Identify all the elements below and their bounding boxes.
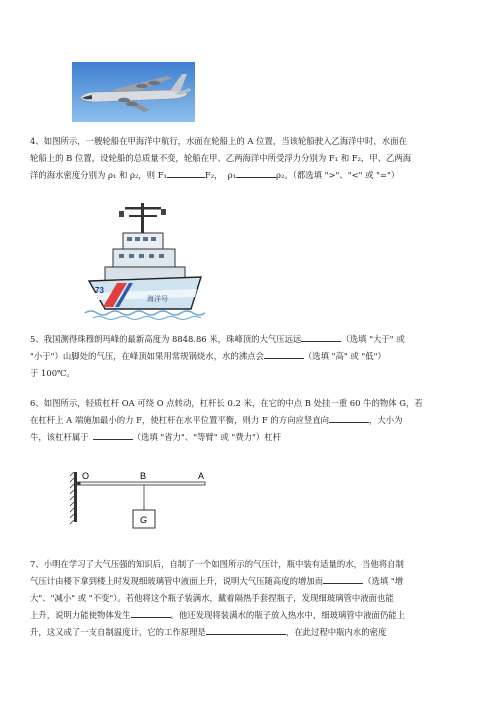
question-5-text: （选填 "高" 或 "低"） bbox=[303, 351, 386, 361]
question-5-text: （选填 "大于" 或 bbox=[341, 334, 405, 344]
question-4-text: F₂， bbox=[204, 170, 223, 180]
question-5-text: 5、我国测得珠穆朗玛峰的最新高度为 8848.86 米，珠峰顶的大气压远远 bbox=[30, 334, 302, 344]
question-4-line-3 bbox=[30, 167, 470, 184]
question-7-line-1: 7、小明在学习了大气压强的知识后，自制了一个如图所示的气压计，瓶中装有适量的水，当他将自制 bbox=[30, 559, 404, 569]
question-7-text: 上升，说明力能使物体发生 bbox=[30, 610, 131, 620]
question-5-line-3: 于 100℃。 bbox=[30, 368, 75, 378]
label-a: A bbox=[198, 471, 205, 481]
question-6-text: 牛，该杠杆属于 bbox=[30, 432, 89, 442]
question-6-text: （选填 "省力"、"等臂" 或 "费力"）杠杆 bbox=[132, 432, 281, 442]
question-6-line-2 bbox=[30, 412, 470, 429]
question-4 bbox=[30, 133, 470, 184]
hull-number: 73 bbox=[95, 286, 104, 295]
question-7-line-4 bbox=[30, 607, 470, 624]
lever-bar bbox=[77, 482, 205, 485]
question-7-text: 。他还发现将装满水的瓶子放入热水中，细玻璃管中液面仍能上 bbox=[170, 610, 405, 620]
question-6-line-3 bbox=[30, 429, 470, 446]
answer-blank[interactable] bbox=[236, 168, 276, 178]
question-7-line-2 bbox=[30, 573, 470, 590]
question-7 bbox=[30, 556, 470, 641]
answer-blank[interactable] bbox=[323, 574, 363, 584]
question-6 bbox=[30, 395, 470, 446]
answer-blank[interactable] bbox=[167, 168, 205, 178]
question-4-line-1: 4、如图所示，一艘轮船在甲海洋中航行，水面在轮船上的 A 位置，当该轮船驶入乙海洋中时，水面在 bbox=[30, 136, 407, 146]
label-b: B bbox=[140, 471, 147, 481]
question-4-text: ρ₁ bbox=[227, 170, 237, 180]
question-7-line-5 bbox=[30, 624, 470, 641]
ship-illustration bbox=[83, 197, 213, 321]
answer-blank[interactable] bbox=[264, 349, 304, 359]
question-7-line-3: 大"、"减小" 或 "不变"）。若他将这个瓶子装满水，戴着隔热手套捏瓶子，发现细玻璃管中液面也能 bbox=[30, 593, 394, 603]
hull-name: 海洋号 bbox=[147, 296, 168, 303]
question-5 bbox=[30, 331, 470, 382]
answer-blank[interactable] bbox=[301, 332, 341, 342]
answer-blank[interactable] bbox=[206, 625, 286, 635]
answer-blank[interactable] bbox=[329, 413, 369, 423]
answer-blank[interactable] bbox=[93, 430, 133, 440]
question-4-text: ρ₂。（都选填 ">"、"<" 或 "="） bbox=[276, 170, 400, 180]
question-4-line-2: 轮船上的 B 位置，设轮船的总质量不变，轮船在甲、乙两海洋中所受浮力分别为 F₁ 和 F₂，甲、乙两海 bbox=[30, 153, 412, 163]
question-6-line-1: 6、如图所示，轻质杠杆 OA 可绕 O 点转动，杠杆长 0.2 米，在它的中点 B 处挂一重 60 牛的物体 G，若 bbox=[30, 398, 423, 408]
question-5-text: "小于"）山脚处的气压，在峰顶如果用常规锅烧水，水的沸点会 bbox=[30, 351, 264, 361]
question-7-text: ，在此过程中瓶内水的密度 bbox=[285, 627, 387, 637]
lever-diagram bbox=[70, 466, 230, 542]
question-7-text: （选填 "增 bbox=[363, 576, 404, 586]
question-6-text: ，大小为 bbox=[368, 415, 403, 425]
question-7-text: 升，这又成了一支自制温度计，它的工作原理是 bbox=[30, 627, 206, 637]
question-7-text: 气压计由楼下拿到楼上时发现细玻璃管中液面上升，说明大气压随高度的增加而 bbox=[30, 576, 324, 586]
question-5-line-1 bbox=[30, 331, 470, 348]
question-4-text: 洋的海水密度分别为 ρ₁ 和 ρ₂，则 F₁ bbox=[30, 170, 167, 180]
answer-blank[interactable] bbox=[131, 608, 171, 618]
label-g: G bbox=[140, 515, 148, 525]
airplane-photo bbox=[72, 62, 195, 122]
question-6-text: 在杠杆上 A 端施加最小的力 F，使杠杆在水平位置平衡，则力 F 的方向应竖直向 bbox=[30, 415, 329, 425]
label-o: O bbox=[82, 471, 90, 481]
question-5-line-2 bbox=[30, 348, 470, 365]
